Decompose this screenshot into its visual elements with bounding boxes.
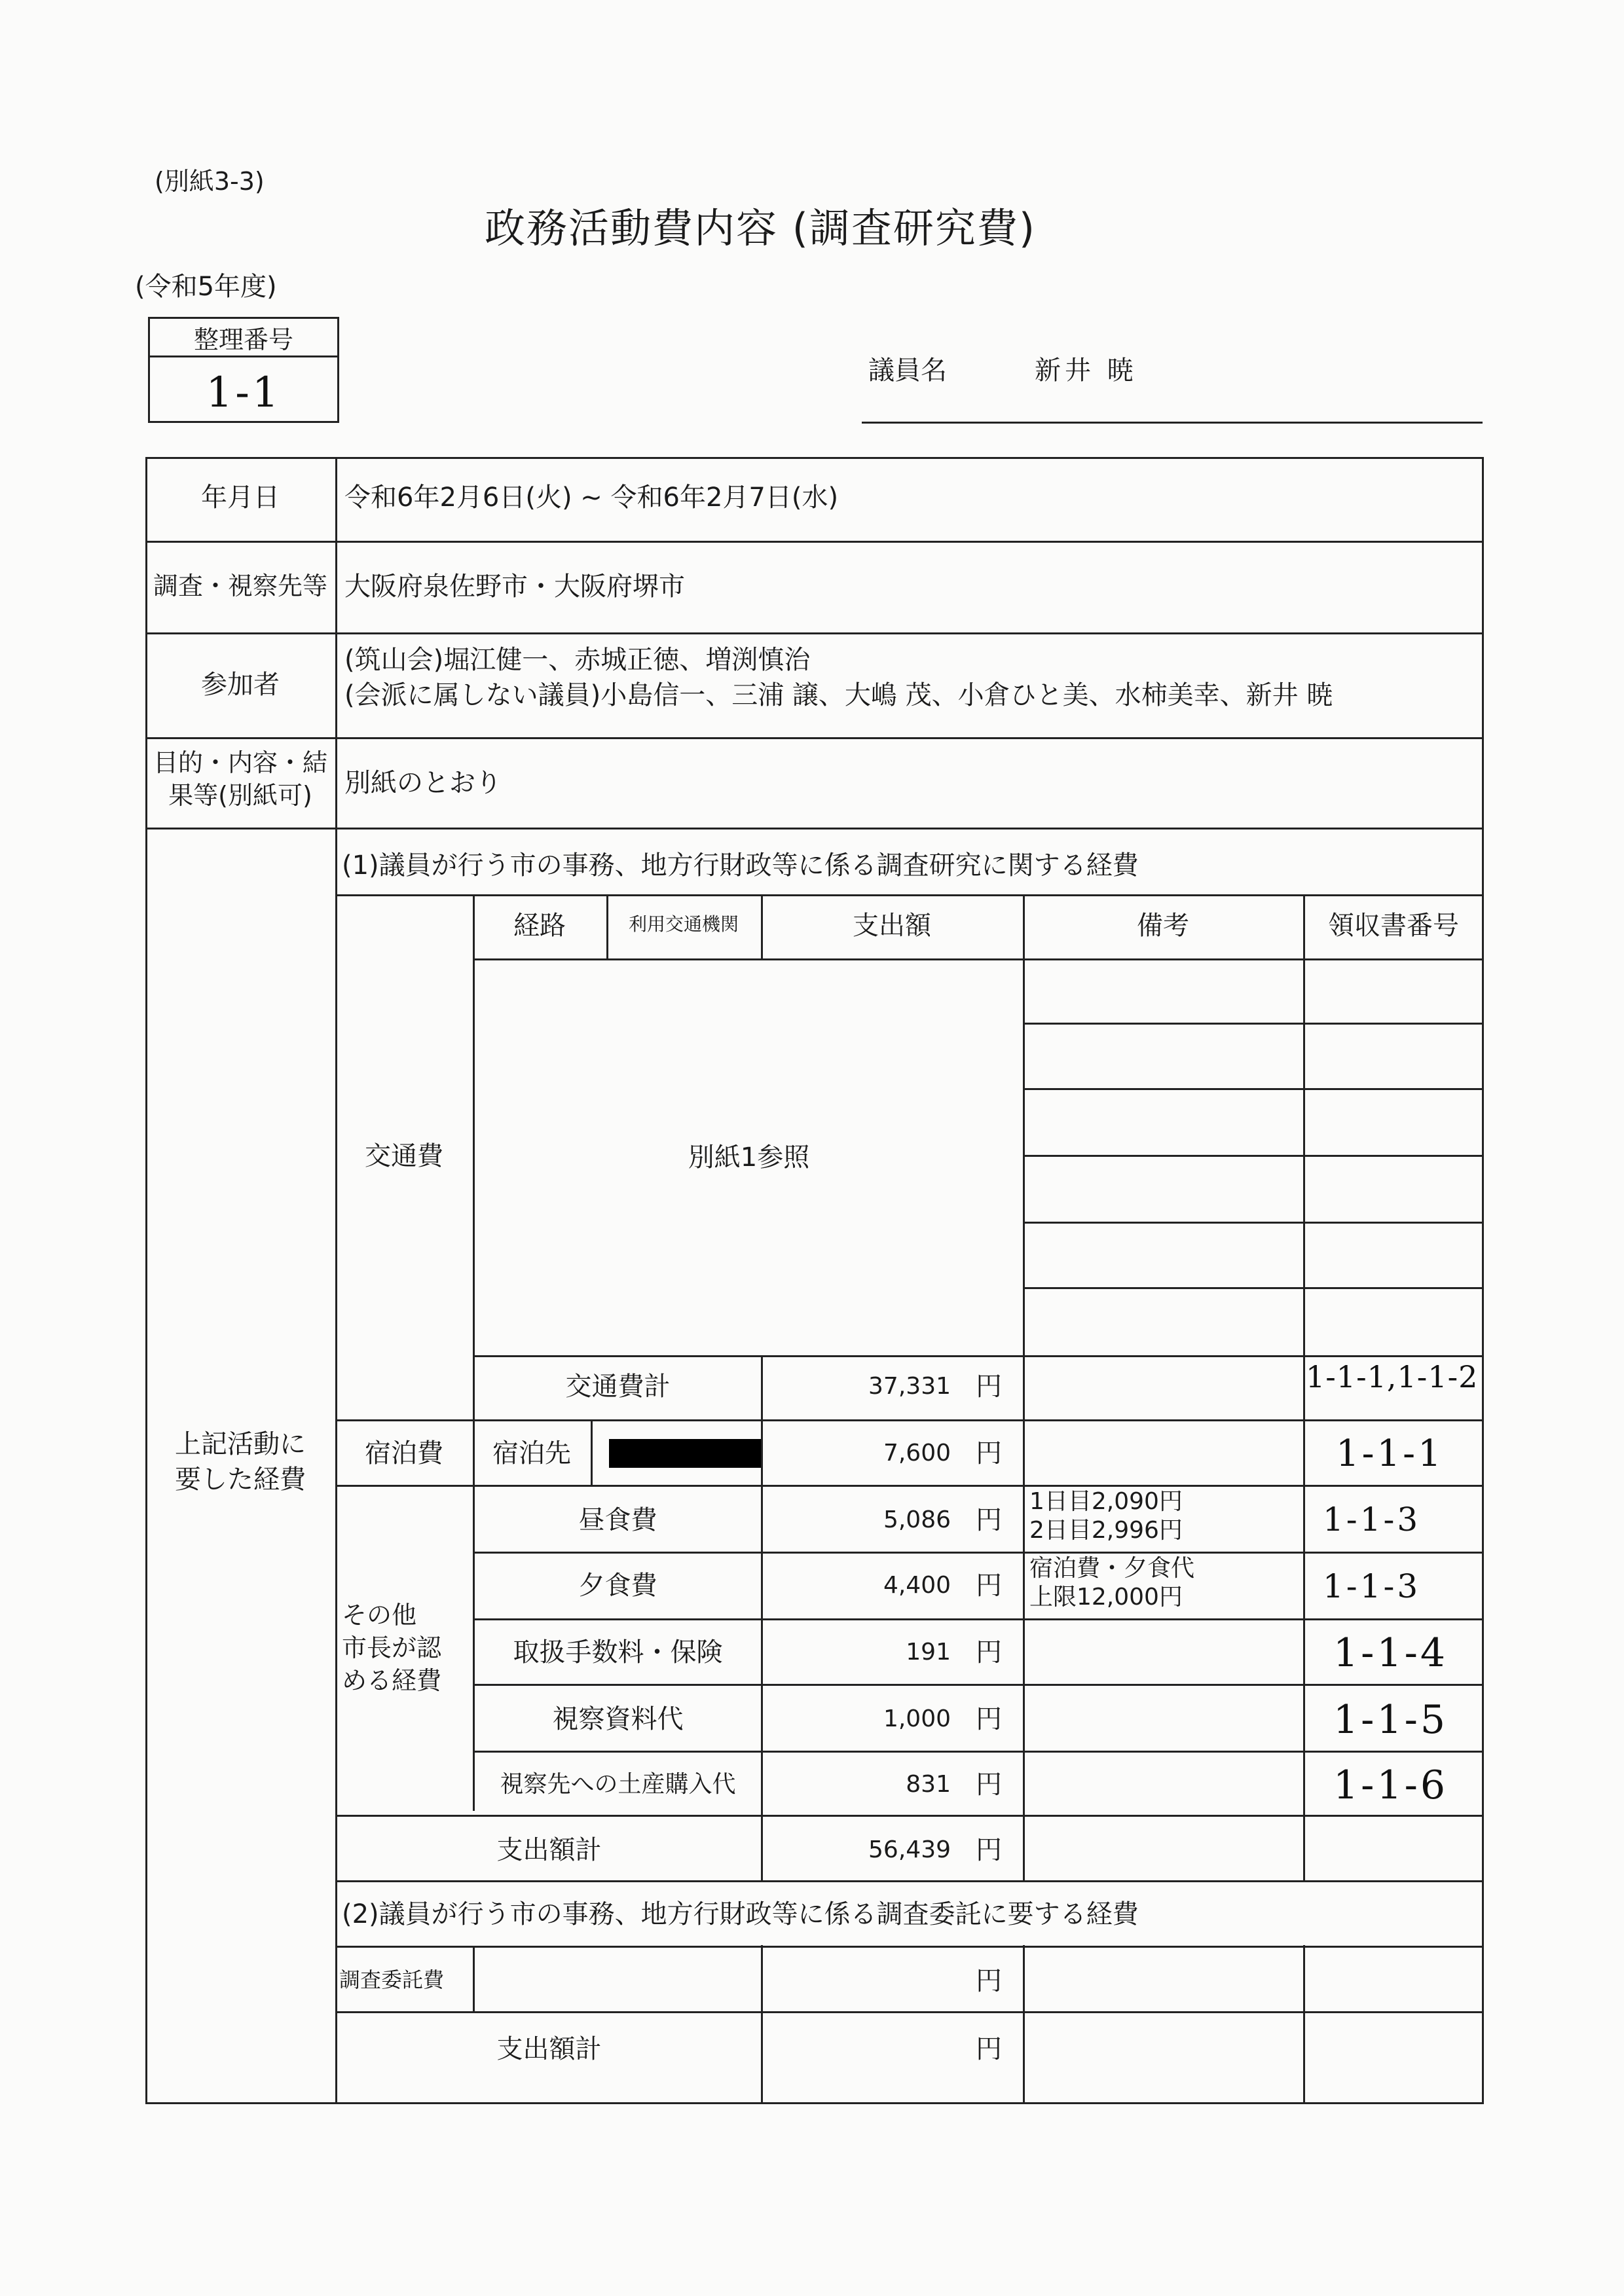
lunch-label: 昼食費 [578, 1505, 657, 1535]
row-divider [335, 2011, 1484, 2013]
fee-label: 取扱手数料・保険 [513, 1637, 723, 1667]
total2-label: 支出額計 [496, 2034, 602, 2064]
lunch-receipt: 1-1-3 [1323, 1501, 1421, 1539]
dinner-label: 夕食費 [578, 1571, 657, 1601]
row-divider [335, 894, 1484, 896]
member-label: 議員名 [868, 355, 947, 386]
dinner-remark-1: 宿泊費・夕食代 [1029, 1555, 1195, 1582]
total1-amount: 56,439 [868, 1836, 951, 1863]
lodging-amount: 7,600 [883, 1440, 951, 1467]
other-label-3: める経費 [342, 1666, 442, 1695]
fee-receipt: 1-1-4 [1333, 1630, 1449, 1676]
row-divider [1023, 1287, 1484, 1289]
expenses-side-label-1: 上記活動に [175, 1429, 306, 1459]
yen-unit: 円 [976, 1637, 1002, 1667]
other-label-1: その他 [342, 1601, 417, 1630]
col-transport: 利用交通機関 [628, 913, 739, 935]
col-route: 経路 [513, 911, 566, 941]
purpose-label-1: 目的・内容・結 [153, 748, 327, 777]
destination-value: 大阪府泉佐野市・大阪府堺市 [344, 572, 685, 602]
yen-unit: 円 [976, 1571, 1002, 1601]
total1-label: 支出額計 [496, 1835, 602, 1865]
lunch-amount: 5,086 [883, 1506, 951, 1533]
row-divider [335, 1485, 1484, 1487]
row-divider [1023, 1023, 1484, 1025]
row-divider [473, 1618, 1484, 1620]
destination-label: 調査・視察先等 [153, 572, 327, 600]
col-remarks: 備考 [1137, 911, 1189, 941]
purpose-value: 別紙のとおり [344, 768, 502, 798]
lodging-place-label: 宿泊先 [492, 1438, 571, 1468]
date-label: 年月日 [201, 483, 280, 513]
commission-label: 調査委託費 [339, 1967, 445, 1992]
materials-amount: 1,000 [883, 1705, 951, 1732]
row-divider [145, 541, 1484, 543]
ref-no-value: 1-1 [206, 369, 282, 417]
lodging-label: 宿泊費 [365, 1438, 443, 1468]
gift-label: 視察先への土産購入代 [500, 1771, 736, 1798]
yen-unit: 円 [976, 1770, 1002, 1800]
section2-title: (2)議員が行う市の事務、地方行財政等に係る調査委託に要する経費 [342, 1899, 1139, 1929]
col-divider [591, 1419, 593, 1485]
row-divider [335, 1946, 1484, 1948]
row-divider [1023, 1222, 1484, 1224]
row-divider [1023, 1088, 1484, 1090]
yen-unit: 円 [976, 1438, 1002, 1468]
member-name: 新井 暁 [1035, 355, 1137, 386]
row-divider [1023, 1155, 1484, 1157]
row-divider [473, 1751, 1484, 1753]
transport-total-amount: 37,331 [868, 1373, 951, 1400]
date-value: 令和6年2月6日(火) ~ 令和6年2月7日(水) [344, 483, 839, 513]
col-receipt: 領収書番号 [1328, 911, 1459, 941]
dinner-receipt: 1-1-3 [1323, 1567, 1421, 1605]
row-divider [473, 1684, 1484, 1686]
transport-label: 交通費 [365, 1141, 443, 1171]
dinner-amount: 4,400 [883, 1572, 951, 1599]
row-divider [335, 1419, 1484, 1421]
section1-title: (1)議員が行う市の事務、地方行財政等に係る調査研究に関する経費 [342, 850, 1139, 881]
col-amount: 支出額 [853, 911, 931, 941]
page-title: 政務活動費内容 (調査研究費) [485, 204, 1037, 252]
participants-label: 参加者 [201, 670, 280, 700]
yen-unit: 円 [976, 1704, 1002, 1734]
row-divider [145, 632, 1484, 634]
expenses-side-label-2: 要した経費 [175, 1465, 306, 1495]
lunch-remark-2: 2日目2,996円 [1029, 1517, 1183, 1544]
fiscal-year: (令和5年度) [135, 272, 277, 302]
gift-amount: 831 [906, 1771, 951, 1798]
yen-unit: 円 [976, 1372, 1002, 1402]
member-underline [862, 422, 1483, 424]
row-divider [473, 1355, 1484, 1357]
yen-unit: 円 [976, 1505, 1002, 1535]
gift-receipt: 1-1-6 [1333, 1762, 1449, 1808]
participants-line1: (筑山会)堀江健一、赤城正徳、増渕慎治 [344, 645, 811, 675]
fee-amount: 191 [906, 1639, 951, 1666]
other-label-2: 市長が認 [342, 1633, 442, 1662]
yen-unit: 円 [976, 2034, 1002, 2064]
annex-label: (別紙3-3) [155, 167, 265, 196]
lunch-remark-1: 1日目2,090円 [1029, 1488, 1183, 1515]
dinner-remark-2: 上限12,000円 [1029, 1584, 1183, 1611]
redaction-bar [609, 1439, 761, 1468]
materials-label: 視察資料代 [552, 1704, 684, 1734]
ref-no-label: 整理番号 [193, 325, 293, 354]
yen-unit: 円 [976, 1966, 1002, 1996]
col-divider [473, 1946, 475, 2011]
row-divider [473, 1552, 1484, 1554]
row-divider [145, 828, 1484, 829]
transport-ref: 別紙1参照 [688, 1142, 810, 1173]
row-divider [145, 737, 1484, 739]
transport-total-receipt: 1-1-1,1-1-2 [1306, 1359, 1479, 1394]
ref-no-box [148, 317, 339, 423]
yen-unit: 円 [976, 1835, 1002, 1865]
purpose-label-2: 果等(別紙可) [168, 781, 312, 810]
lodging-receipt: 1-1-1 [1336, 1432, 1444, 1475]
participants-line2: (会派に属しない議員)小島信一、三浦 譲、大嶋 茂、小倉ひと美、水柿美幸、新井 暁 [344, 680, 1333, 710]
materials-receipt: 1-1-5 [1333, 1697, 1449, 1743]
ref-no-divider [150, 355, 337, 357]
transport-total-label: 交通費計 [565, 1372, 671, 1402]
